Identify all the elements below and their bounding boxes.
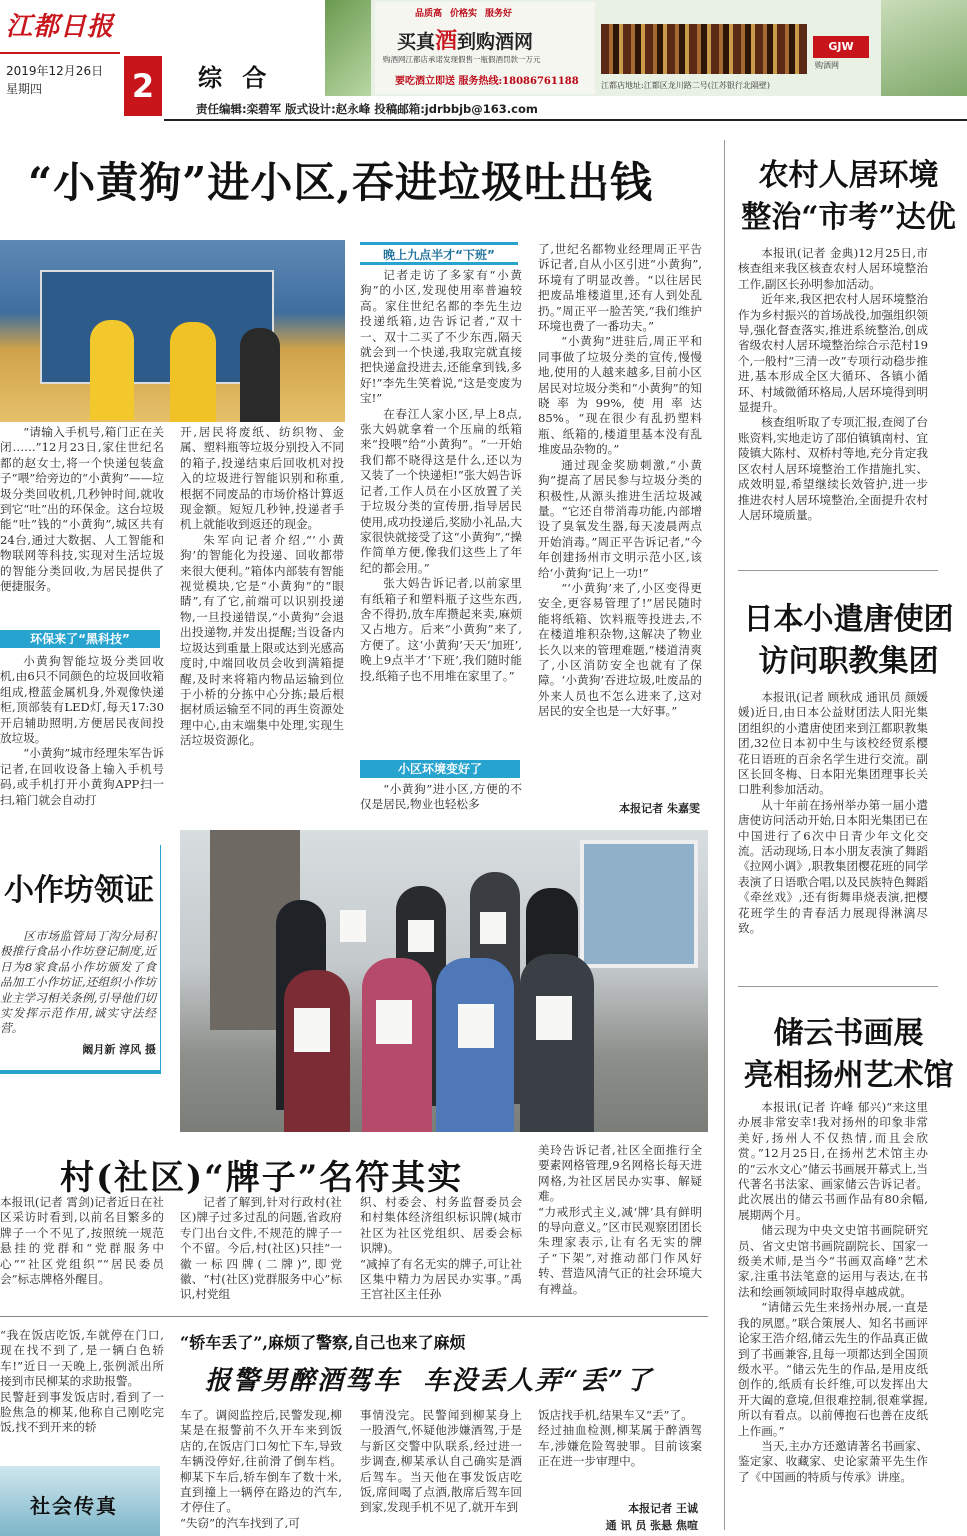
ad-leaf-left [325, 0, 371, 96]
drunk-col2-text: 车了。调阅监控后,民警发现,柳某是在报警前不久开车来到饭店的,在饭店门口匆忙下车,导致车辆没停好,往前滑了倒车档。柳某下车后,轿车倒车了数十米,直到撞上一辆停在路边的汽车,才停住了。 “失窃”的汽车找到了,可 [180, 1408, 342, 1530]
village-col1 [0, 1195, 164, 1287]
drunk-col4-text: 饭店找手机,结果车又“丢”了。 经过抽血检测,柳某属于醉酒驾车,涉嫌危险驾驶罪。目前该案正在进一步审理中。 [538, 1408, 702, 1469]
page-number [124, 56, 162, 116]
lead-col1b-para-2: “小黄狗”城市经理朱军告诉记者,在回收设备上输入手机号码,或手机打开小黄狗APP扫一扫,箱门就会自动打 [0, 746, 164, 807]
ad-tag-1: 品质高 [415, 9, 443, 19]
lead-headline: “小黄狗”进小区,吞进垃圾吐出钱 [28, 158, 653, 207]
certificate-3 [458, 1004, 494, 1048]
ad-main-a: 买真 [397, 31, 436, 53]
ad-logo [813, 36, 869, 58]
ad-logo-sub: 购酒网 [815, 61, 839, 70]
masthead-rule [164, 119, 967, 121]
side1-rule [738, 570, 938, 571]
ad-main-c: 到购酒网 [457, 31, 534, 53]
lead-col1b-para-1: 小黄狗智能垃圾分类回收机,由6只不同颜色的垃圾回收箱组成,橙蓝金属机身,外观像快递柜,顶部装有LED灯,每天17:30开启辅助照明,方便居民夜间投放垃圾。 [0, 654, 164, 746]
brief-box [0, 845, 161, 1074]
ad-tag-2: 价格实 [450, 9, 478, 19]
person-front-4 [520, 954, 594, 1132]
side3-title-2: 亮相扬州艺术馆 [743, 1058, 954, 1093]
sidebar-separator [724, 140, 725, 1530]
lead-byline: 本报记者 朱嘉雯 [619, 802, 700, 815]
lead-col3 [360, 268, 522, 684]
lead-col1-b [0, 654, 164, 808]
issue-weekday: 星期四 [6, 82, 43, 96]
person-front-2 [362, 958, 432, 1132]
ad-wine-shelf [601, 24, 807, 74]
side3-title-1: 储云书画展 [773, 1016, 924, 1051]
drunk-col2 [180, 1408, 342, 1531]
ad-sub-text: 购酒网江都店承诺发现假售一瓶假酒罚款一万元 [383, 55, 541, 64]
side3-para-4: 当天,主办方还邀请著名书画家、鉴定家、收藏家、史论家萧平先生作了《中国画的特质与传承》讲座。 [738, 1438, 928, 1484]
brief-title: 小作坊领证 [4, 873, 154, 908]
side1-title-1: 农村人居环境 [758, 158, 939, 193]
certificate-6 [408, 920, 434, 952]
lead-col3-rule-b [360, 262, 518, 265]
lead-subhead-tech-text: 环保来了“黑科技” [30, 632, 130, 646]
drunk-driving-headline: 报警男醉酒驾车 车没丢人弄“丢”了 [205, 1366, 654, 1396]
lead-col3b-para: “小黄狗”进小区,方便的不仅是居民,物业也轻松多 [360, 782, 522, 812]
side2-para-2: 从十年前在扬州举办第一届小遣唐使访问活动开始,日本阳光集团已在中国进行了6次中日青少年文化交流。活动现场,日本小朋友表演了舞蹈《拉网小调》,职教集团樱花班的同学表演了日语歌合唱,以及民族特色舞蹈《牵丝戏》,还有街舞串烧表演,把樱花班学生的青春活力展现得淋漓尽致。 [738, 797, 928, 936]
ad-leaf-right [881, 0, 967, 96]
village-col4-text: 美玲告诉记者,社区全面推行全要素网格管理,9名网格长每天进网格,为社区居民办实事、解疑难。 “力戒形式主义,减‘牌’具有鲜明的导向意义。”区市民观察团团长朱理家表示,让有名无实的牌子“下架”,对推动部门作风好转、营造风清气正的社会环境大有裨益。 [538, 1143, 702, 1296]
person-yellow-vest-2 [170, 322, 216, 422]
ad-tags [415, 6, 512, 19]
side2-rule [738, 986, 938, 987]
lead-subhead-env [360, 760, 520, 778]
drunk-driving-kicker: “轿车丢了”,麻烦了警察,自己也来了麻烦 [180, 1333, 466, 1352]
village-col2-text: 记者了解到,针对行政村(社区)牌子过多过乱的问题,省政府专门出台文件,不规范的牌子一个不留。今后,村(社区)只挂“一徽一标四牌(二牌)”,即党徽、“村(社区)党群服务中心”标识,村党组 [180, 1195, 342, 1302]
lead-col4-para-2: “小黄狗”进驻后,周正平和同事做了垃圾分类的宣传,慢慢地,使用的人越来越多,目前小区居民对垃圾分类和“小黄狗”的知晓率为99%,使用率达85%。“现在很少有乱扔塑料瓶、纸箱的,楼道里基本没有乱堆废品杂物的。” [538, 334, 702, 457]
lead-col3-rule [360, 242, 518, 245]
side2-body [738, 690, 928, 937]
ad-address: 江都店地址:江都区龙川路二号(江苏银行北隔壁) [601, 81, 770, 90]
recycling-machine-photo [0, 240, 345, 422]
lead-subhead-env-text: 小区环境变好了 [397, 762, 482, 776]
side3-body [738, 1100, 928, 1485]
drunk-col3-text: 事情没完。民警闻到柳某身上一股酒气,怀疑他涉嫌酒驾,于是与新区交警中队联系,经过进一步调查,柳某承认自己确实是酒后驾车。当天他在事发饭店吃饭,席间喝了点酒,散席后驾车回到家,发现手机不见了,就开车到 [360, 1408, 522, 1515]
side3-para-1: 本报讯(记者 许峰 郁兴)“来这里办展非常安幸!我对扬州的印象非常美好,扬州人不仅热情,而且会欣赏。”12月25日,在扬州艺术馆主办的“云水文心”储云书画展开幕式上,当代著名书法家、画家储云告诉记者。此次展出的储云书画作品有80余幅,展期两个月。 [738, 1100, 928, 1222]
person-yellow-vest [90, 320, 134, 420]
lead-col2-para-1: 开,居民将废纸、纺织物、金属、塑料瓶等垃圾分别投入不同的箱子,投递结束后回收机对投入的垃圾进行智能识别和称重,根据不同废品的市场价格计算返现金额。短短几秒钟,投递者手机上就能收到返还的现金。 [180, 425, 344, 532]
lead-col4-para-1: 了,世纪名都物业经理周正平告诉记者,自从小区引进“小黄狗”,环境有了明显改善。“以往居民把废品堆楼道里,还有人到处乱扔。”周正平一脸苦笑,“我们维护环境也费了一番功夫。” [538, 242, 702, 334]
certificate-5 [480, 912, 506, 944]
person-dark-coat [240, 328, 280, 422]
lead-subhead-tech [0, 630, 160, 648]
village-sign-headline: 村(社区)“牌子”名符其实 [60, 1158, 464, 1198]
lead-col2 [180, 425, 344, 749]
lead-col1-para: “请输入手机号,箱门正在关闭……”12月23日,家住世纪名都的赵女士,将一个快递包装盒子“喂”给旁边的“小黄狗”——垃圾分类回收机,几秒钟时间,就收到它“吐”出的环保金。这台垃圾能“吐”钱的“小黄狗”,城区共有24台,通过大数据、人工智能和物联网等科技,实现对生活垃圾的智能分类回收,为居民提供了便捷服务。 [0, 425, 164, 594]
brief-text [0, 929, 156, 1037]
lead-col2-para-2: 朱军向记者介绍,“‘小黄狗’的智能化为投递、回收都带来很大便利。”箱体内部装有智能视觉模块,它是“小黄狗”的“眼睛”,有了它,前端可以识别投递物,一旦投递错误,“小黄狗”会退出投递物,并发出提醒;当设备内垃圾达到重量上限或达到光感高度时,中端回收员会收到满箱提醒,及时来将箱内物品运输到位于小桥的分拣中心分拣;最后根据材质运输至不同的再生资源处理中心,由末端集中处理,实现生活垃圾资源化。 [180, 532, 344, 748]
lead-col3-para-2: 在春江人家小区,早上8点,张大妈就拿着一个压扁的纸箱来“投喂”给“小黄狗”。“一开始我们都不晓得这是什么,还以为又装了一个快递柜!”张大妈告诉记者,工作人员在小区放置了关于垃圾分类的宣传册,指导居民使用,成功投递后,奖励小礼品,大家很快就接受了这“小黄狗”,“操作简单方便,像我们这些上了年纪的都会用。” [360, 406, 522, 575]
side3-para-2: 储云现为中央文史馆书画院研究员、省文史馆书画院副院长、国家一级美术师,是当今“书画双高峰”艺术家,注重书法笔意的运用与表达,在书法和绘画领域同时取得卓越成就。 [738, 1223, 928, 1299]
side1-para-2: 近年来,我区把农村人居环境整治作为乡村振兴的首场战役,加强组织领导,强化督查落实,推进系统整治,创成省级农村人居环境整治综合示范村19个,一般村“三清一改”专项行动稳步推进,基本形成全区大循环、各镇小循环、村域微循环格局,人居环境得到明显提升。 [738, 292, 928, 415]
drunk-byline-2: 通 讯 员 张悬 焦喧 [605, 1519, 698, 1532]
side2-title-2: 访问职教集团 [758, 644, 939, 679]
lead-col4-para-3: 通过现金奖励刺激,“小黄狗”提高了居民参与垃圾分类的积极性,从源头推进生活垃圾减量。“它还自带消毒功能,内部增设了臭氧发生器,每天凌晨两点开始消毒。”周正平告诉记者,“今年创建扬州市文明示范小区,该给‘小黄狗’记上一功!” [538, 457, 702, 580]
staff-line: 责任编辑:栾碧军 版式设计:赵永峰 投稿邮箱:jdrbbjb@163.com [196, 102, 538, 116]
village-col3 [360, 1195, 522, 1303]
drunk-col1-text: “我在饭店吃饭,车就停在门口,现在找不到了,是一辆白色轿车!”近日一天晚上,张例派出所接到市民柳某的求助报警。 民警赶到事发饭店时,看到了一脸焦急的柳某,他称自己刚吃完饭,找不到开来的轿 [0, 1328, 164, 1435]
ad-hotline: 要吃酒立即送 服务热线:18086761188 [395, 76, 579, 87]
column-logo-box [0, 1466, 160, 1536]
side3-para-3: “请储云先生来扬州办展,一直是我的夙愿。”联合策展人、知名书画评论家王浩介绍,储云先生的作品真正做到了书画兼容,且每一项都达到全国顶级水平。“储云先生的作品,是用皮纸创作的,纸质有长纤维,可以发挥出大开大阖的意境,但很难控制,很难掌握,所以有看点。以前傅抱石也善在皮纸上作画。” [738, 1300, 928, 1438]
side1-para-1: 本报讯(记者 金典)12月25日,市核查组来我区核查农村人居环境整治工作,副区长孙明参加活动。 [738, 246, 928, 291]
drunk-col1 [0, 1328, 164, 1436]
drunk-driving-rule [0, 1316, 708, 1317]
license-group-photo [180, 830, 708, 1132]
wine-advertisement [325, 0, 967, 96]
village-col1-text: 本报讯(记者 霄剑)记者近日在社区采访时看到,以前名目繁多的牌子一个不见了,按照统一规范悬挂的党群和“党群服务中心”“社区党组织”“居民委员会”标志牌格外醒目。 [0, 1195, 164, 1287]
lead-col3-b [360, 782, 522, 813]
ad-main-b: 酒 [435, 28, 458, 54]
ad-main-text [397, 24, 533, 55]
masthead [0, 0, 967, 122]
certificate-7 [340, 910, 366, 942]
side1-body [738, 246, 928, 523]
village-col3-text: 织、村委会、村务监督委员会和村集体经济组织标识牌(城市社区为社区党组织、居委会标识牌)。 “减掉了有名无实的牌子,可让社区集中精力为居民办实事。”禹王宫社区主任孙 [360, 1195, 522, 1302]
ad-center [375, 2, 595, 94]
ad-tag-3: 服务好 [485, 9, 513, 19]
section-name: 综 合 [198, 63, 273, 92]
masthead-divider [0, 52, 120, 54]
lead-subhead-night: 晚上九点半才“下班” [383, 248, 495, 262]
machine-panel [40, 270, 274, 384]
village-col2 [180, 1195, 342, 1303]
drunk-byline-1: 本报记者 王诚 [628, 1502, 698, 1515]
drunk-col4 [538, 1408, 702, 1470]
brief-text-para: 区市场监管局丁沟分局积极推行食品小作坊登记制度,近日为8家食品小作坊颁发了食品加工小作坊证,还组织小作坊业主学习相关条例,引导他们切实发挥示范作用,诚实守法经营。 [0, 929, 156, 1036]
photo-window [580, 840, 698, 968]
page-number-text: 2 [131, 67, 155, 105]
certificate-4 [536, 996, 572, 1040]
brief-credit: 阚月新 淳风 摄 [82, 1043, 156, 1056]
side1-para-3: 核查组听取了专项汇报,查阅了台账资料,实地走访了邵伯镇镇南村、宜陵镇大陈村、双桥村等地,充分肯定我区农村人居环境整治工作措施扎实、成效明显,希望继续长效管护,进一步推进农村人居环境整治,全面提升农村人居环境质量。 [738, 415, 928, 522]
lead-col4-para-4: “‘小黄狗’来了,小区变得更安全,更容易管理了!”居民随时能将纸箱、饮料瓶等投进去,不在楼道堆积杂物,这解决了物业长久以来的管理难题,“楼道清爽了,小区消防安全也就有了保障。‘小黄狗’吞进垃圾,吐废品的外来人员也不怎么进来了,这对居民的安全也是一大好事。” [538, 580, 702, 719]
lead-col3-para-1: 记者走访了多家有“小黄狗”的小区,发现使用率普遍较高。家住世纪名都的李先生边投递纸箱,边告诉记者,“双十一、双十二买了不少东西,隔天就会到一个快递,我取完就直接把快递盒投进去,还能拿到钱,多好!”李先生笑着说,“这是变废为宝!” [360, 268, 522, 406]
lead-col4 [538, 242, 702, 720]
issue-date: 2019年12月26日 [6, 64, 104, 78]
side2-title-1: 日本小遣唐使团 [743, 602, 954, 637]
side2-para-1: 本报讯(记者 顾秋成 通讯员 颜媛媛)近日,由日本公益财团法人阳光集团组织的小遣唐使团来到江都职教集团,32位日本初中生与该校经贸系樱花日语班的百余名学生进行交流。副区长回冬梅、日本阳光集团理事长关口胜利参加活动。 [738, 690, 928, 797]
column-logo-text: 社会传真 [30, 1494, 118, 1518]
side1-title-2: 整治“市考”达优 [741, 200, 956, 235]
village-col4 [538, 1143, 702, 1297]
ad-logo-text: GJW [828, 40, 854, 53]
certificate-1 [294, 1008, 330, 1052]
lead-col1 [0, 425, 164, 594]
drunk-col3 [360, 1408, 522, 1516]
lead-col3-para-3: 张大妈告诉记者,以前家里有纸箱子和塑料瓶子这些东西,舍不得扔,放车库攒起来卖,麻烦又占地方。后来“小黄狗”来了,方便了。这‘小黄狗’天天‘加班’,晚上9点半才‘下班’,我们随时能投,纸箱子也不用堆在家里了。” [360, 576, 522, 683]
certificate-2 [376, 1000, 412, 1044]
paper-name: 江都日报 [6, 12, 115, 42]
